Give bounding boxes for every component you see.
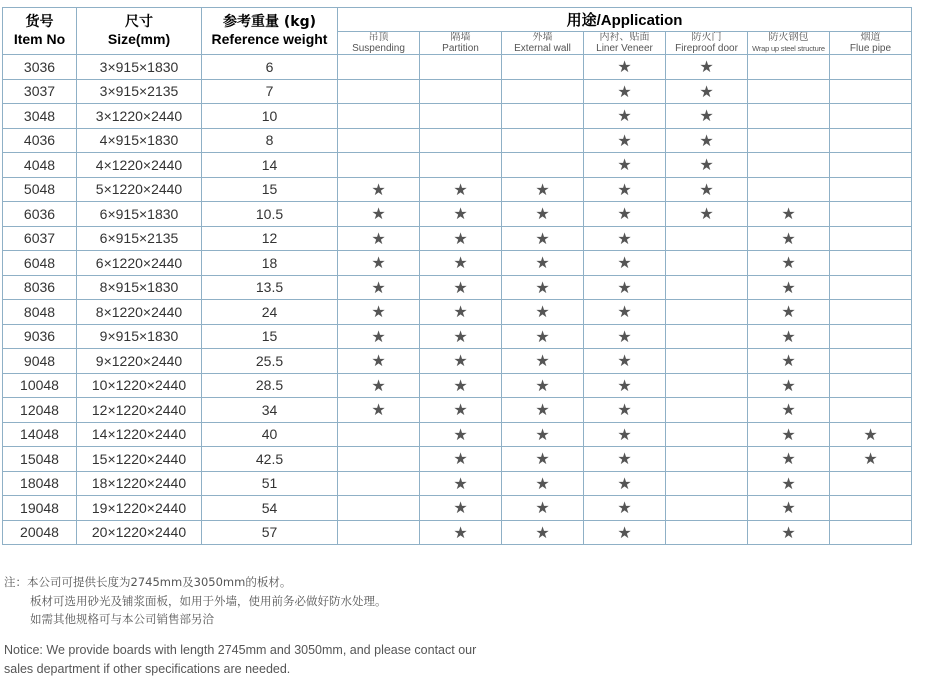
weight-cell: 28.5	[202, 373, 338, 398]
header-app-5	[748, 32, 830, 55]
star-icon-cell: ★	[420, 275, 502, 300]
star-icon-cell: ★	[830, 422, 912, 447]
star-icon-cell: ★	[748, 275, 830, 300]
table-row	[3, 251, 912, 276]
empty-cell	[338, 153, 420, 178]
header-size-cn: 尺寸	[125, 14, 153, 30]
star-icon-cell: ★	[502, 300, 584, 325]
empty-cell	[666, 398, 748, 423]
header-app-en: Partition	[442, 43, 479, 54]
item-no-cell: 20048	[3, 520, 77, 545]
empty-cell	[666, 324, 748, 349]
empty-cell	[666, 447, 748, 472]
item-no-cell: 18048	[3, 471, 77, 496]
size-cell: 9×915×1830	[77, 324, 202, 349]
header-app-4	[666, 32, 748, 55]
header-app-cn: 外墙	[532, 32, 553, 43]
header-item-no-en: Item No	[13, 31, 66, 47]
star-icon-cell: ★	[666, 153, 748, 178]
weight-cell: 51	[202, 471, 338, 496]
star-icon-cell: ★	[338, 398, 420, 423]
table-row	[3, 275, 912, 300]
star-icon-cell: ★	[666, 128, 748, 153]
weight-cell: 12	[202, 226, 338, 251]
table-row	[3, 300, 912, 325]
empty-cell	[420, 128, 502, 153]
star-icon-cell: ★	[502, 226, 584, 251]
star-icon-cell: ★	[338, 324, 420, 349]
empty-cell	[338, 520, 420, 545]
empty-cell	[830, 226, 912, 251]
star-icon-cell: ★	[338, 349, 420, 374]
weight-cell: 8	[202, 128, 338, 153]
empty-cell	[830, 153, 912, 178]
star-icon-cell: ★	[748, 251, 830, 276]
empty-cell	[830, 324, 912, 349]
weight-cell: 15	[202, 177, 338, 202]
empty-cell	[338, 55, 420, 80]
empty-cell	[666, 520, 748, 545]
star-icon-cell: ★	[420, 300, 502, 325]
weight-cell: 54	[202, 496, 338, 521]
star-icon-cell: ★	[420, 226, 502, 251]
size-cell: 12×1220×2440	[77, 398, 202, 423]
star-icon-cell: ★	[748, 373, 830, 398]
weight-cell: 24	[202, 300, 338, 325]
size-cell: 3×915×1830	[77, 55, 202, 80]
table-row	[3, 153, 912, 178]
empty-cell	[830, 251, 912, 276]
star-icon-cell: ★	[584, 373, 666, 398]
empty-cell	[666, 349, 748, 374]
table-row	[3, 373, 912, 398]
star-icon-cell: ★	[584, 471, 666, 496]
star-icon-cell: ★	[666, 104, 748, 129]
star-icon-cell: ★	[502, 177, 584, 202]
star-icon-cell: ★	[748, 422, 830, 447]
weight-cell: 15	[202, 324, 338, 349]
size-cell: 4×915×1830	[77, 128, 202, 153]
star-icon-cell: ★	[584, 177, 666, 202]
size-cell: 20×1220×2440	[77, 520, 202, 545]
empty-cell	[338, 471, 420, 496]
note-cn-line-1: 注：本公司可提供长度为2745mm及3050mm的板材。	[4, 575, 292, 589]
header-application: 用途/Application	[338, 8, 912, 32]
header-app-cn: 内衬、贴面	[599, 32, 650, 43]
size-cell: 6×915×2135	[77, 226, 202, 251]
star-icon-cell: ★	[420, 373, 502, 398]
star-icon-cell: ★	[338, 251, 420, 276]
size-cell: 4×1220×2440	[77, 153, 202, 178]
header-app-cn: 防火门	[691, 32, 722, 43]
empty-cell	[748, 128, 830, 153]
header-app-en: Fireproof door	[675, 43, 738, 54]
star-icon-cell: ★	[584, 496, 666, 521]
weight-cell: 14	[202, 153, 338, 178]
weight-cell: 10.5	[202, 202, 338, 227]
size-cell: 6×915×1830	[77, 202, 202, 227]
star-icon-cell: ★	[584, 324, 666, 349]
empty-cell	[502, 128, 584, 153]
weight-cell: 40	[202, 422, 338, 447]
star-icon-cell: ★	[420, 422, 502, 447]
note-en-line-1: Notice: We provide boards with length 2745mm and 3050mm, and please contact our	[4, 642, 477, 657]
empty-cell	[338, 104, 420, 129]
star-icon-cell: ★	[748, 300, 830, 325]
note-cn-line-2: 板材可选用砂光及铺浆面板，如用于外墙，使用前务必做好防水处理。	[30, 593, 387, 608]
star-icon-cell: ★	[584, 153, 666, 178]
empty-cell	[748, 104, 830, 129]
star-icon-cell: ★	[748, 447, 830, 472]
empty-cell	[338, 128, 420, 153]
star-icon-cell: ★	[502, 251, 584, 276]
size-cell: 3×1220×2440	[77, 104, 202, 129]
empty-cell	[420, 79, 502, 104]
star-icon-cell: ★	[502, 373, 584, 398]
star-icon-cell: ★	[584, 520, 666, 545]
empty-cell	[666, 300, 748, 325]
table-row	[3, 422, 912, 447]
star-icon-cell: ★	[748, 496, 830, 521]
weight-cell: 6	[202, 55, 338, 80]
star-icon-cell: ★	[338, 226, 420, 251]
note-en-line-2: sales department if other specifications are needed.	[4, 661, 291, 676]
star-icon-cell: ★	[502, 275, 584, 300]
header-app-1	[420, 32, 502, 55]
star-icon-cell: ★	[748, 520, 830, 545]
star-icon-cell: ★	[584, 300, 666, 325]
star-icon-cell: ★	[420, 349, 502, 374]
notes-section	[4, 573, 476, 679]
star-icon-cell: ★	[420, 324, 502, 349]
star-icon-cell: ★	[502, 471, 584, 496]
empty-cell	[830, 55, 912, 80]
table-row	[3, 398, 912, 423]
empty-cell	[830, 520, 912, 545]
empty-cell	[338, 79, 420, 104]
empty-cell	[830, 398, 912, 423]
item-no-cell: 3036	[3, 55, 77, 80]
star-icon-cell: ★	[584, 251, 666, 276]
star-icon-cell: ★	[748, 324, 830, 349]
header-weight	[202, 8, 338, 55]
star-icon-cell: ★	[584, 422, 666, 447]
star-icon-cell: ★	[420, 251, 502, 276]
header-app-0	[338, 32, 420, 55]
item-no-cell: 3037	[3, 79, 77, 104]
item-no-cell: 9036	[3, 324, 77, 349]
empty-cell	[338, 422, 420, 447]
empty-cell	[830, 349, 912, 374]
empty-cell	[666, 251, 748, 276]
header-app-en: Liner Veneer	[596, 43, 653, 54]
item-no-cell: 19048	[3, 496, 77, 521]
header-app-en: Suspending	[352, 43, 405, 54]
size-cell: 8×1220×2440	[77, 300, 202, 325]
empty-cell	[502, 55, 584, 80]
weight-cell: 42.5	[202, 447, 338, 472]
item-no-cell: 5048	[3, 177, 77, 202]
header-item-no	[3, 8, 77, 55]
weight-cell: 25.5	[202, 349, 338, 374]
empty-cell	[830, 79, 912, 104]
item-no-cell: 6037	[3, 226, 77, 251]
star-icon-cell: ★	[584, 128, 666, 153]
star-icon-cell: ★	[830, 447, 912, 472]
item-no-cell: 8036	[3, 275, 77, 300]
empty-cell	[420, 153, 502, 178]
star-icon-cell: ★	[748, 349, 830, 374]
empty-cell	[420, 55, 502, 80]
empty-cell	[420, 104, 502, 129]
table-row	[3, 128, 912, 153]
size-cell: 18×1220×2440	[77, 471, 202, 496]
table-row	[3, 104, 912, 129]
item-no-cell: 9048	[3, 349, 77, 374]
size-cell: 15×1220×2440	[77, 447, 202, 472]
item-no-cell: 12048	[3, 398, 77, 423]
item-no-cell: 10048	[3, 373, 77, 398]
header-weight-cn: 参考重量 (kg)	[222, 14, 316, 30]
item-no-cell: 3048	[3, 104, 77, 129]
weight-cell: 34	[202, 398, 338, 423]
star-icon-cell: ★	[748, 202, 830, 227]
table-row	[3, 79, 912, 104]
empty-cell	[666, 373, 748, 398]
star-icon-cell: ★	[502, 398, 584, 423]
table-row	[3, 177, 912, 202]
star-icon-cell: ★	[338, 275, 420, 300]
weight-cell: 10	[202, 104, 338, 129]
header-app-cn: 烟道	[860, 32, 881, 43]
star-icon-cell: ★	[666, 177, 748, 202]
star-icon-cell: ★	[584, 79, 666, 104]
star-icon-cell: ★	[584, 104, 666, 129]
item-no-cell: 15048	[3, 447, 77, 472]
item-no-cell: 14048	[3, 422, 77, 447]
empty-cell	[748, 55, 830, 80]
star-icon-cell: ★	[502, 324, 584, 349]
spec-table-body	[3, 55, 912, 545]
empty-cell	[830, 471, 912, 496]
size-cell: 19×1220×2440	[77, 496, 202, 521]
size-cell: 14×1220×2440	[77, 422, 202, 447]
item-no-cell: 6036	[3, 202, 77, 227]
star-icon-cell: ★	[420, 177, 502, 202]
empty-cell	[830, 373, 912, 398]
size-cell: 10×1220×2440	[77, 373, 202, 398]
star-icon-cell: ★	[584, 226, 666, 251]
table-row	[3, 520, 912, 545]
header-app-2	[502, 32, 584, 55]
header-app-cn: 防火钢包	[768, 32, 809, 43]
empty-cell	[748, 79, 830, 104]
header-app-cn: 吊顶	[368, 32, 389, 43]
star-icon-cell: ★	[502, 422, 584, 447]
star-icon-cell: ★	[584, 447, 666, 472]
weight-cell: 13.5	[202, 275, 338, 300]
empty-cell	[502, 104, 584, 129]
star-icon-cell: ★	[502, 349, 584, 374]
size-cell: 6×1220×2440	[77, 251, 202, 276]
empty-cell	[830, 275, 912, 300]
header-app-6	[830, 32, 912, 55]
header-size	[77, 8, 202, 55]
star-icon-cell: ★	[338, 373, 420, 398]
empty-cell	[830, 104, 912, 129]
header-app-en: External wall	[514, 43, 571, 54]
star-icon-cell: ★	[338, 202, 420, 227]
star-icon-cell: ★	[338, 300, 420, 325]
note-en	[4, 641, 476, 679]
empty-cell	[666, 496, 748, 521]
size-cell: 5×1220×2440	[77, 177, 202, 202]
star-icon-cell: ★	[420, 447, 502, 472]
weight-cell: 57	[202, 520, 338, 545]
empty-cell	[666, 422, 748, 447]
note-cn-line-3: 如需其他规格可与本公司销售部另洽	[30, 612, 214, 626]
empty-cell	[830, 177, 912, 202]
empty-cell	[666, 275, 748, 300]
star-icon-cell: ★	[502, 496, 584, 521]
empty-cell	[666, 471, 748, 496]
table-row	[3, 349, 912, 374]
empty-cell	[748, 153, 830, 178]
star-icon-cell: ★	[666, 55, 748, 80]
table-row	[3, 55, 912, 80]
star-icon-cell: ★	[584, 55, 666, 80]
table-row	[3, 496, 912, 521]
item-no-cell: 4036	[3, 128, 77, 153]
table-row	[3, 324, 912, 349]
empty-cell	[666, 226, 748, 251]
header-item-no-cn: 货号	[25, 14, 54, 30]
header-size-en: Size(mm)	[107, 31, 171, 47]
star-icon-cell: ★	[666, 79, 748, 104]
weight-cell: 7	[202, 79, 338, 104]
star-icon-cell: ★	[420, 471, 502, 496]
table-row	[3, 226, 912, 251]
star-icon-cell: ★	[666, 202, 748, 227]
item-no-cell: 6048	[3, 251, 77, 276]
weight-cell: 18	[202, 251, 338, 276]
header-app-en: Wrap up steel structure	[752, 44, 825, 53]
table-row	[3, 471, 912, 496]
header-app-3	[584, 32, 666, 55]
star-icon-cell: ★	[748, 398, 830, 423]
item-no-cell: 4048	[3, 153, 77, 178]
star-icon-cell: ★	[748, 226, 830, 251]
star-icon-cell: ★	[502, 447, 584, 472]
star-icon-cell: ★	[584, 349, 666, 374]
star-icon-cell: ★	[420, 520, 502, 545]
spec-table	[2, 7, 912, 545]
table-row	[3, 202, 912, 227]
empty-cell	[338, 447, 420, 472]
empty-cell	[338, 496, 420, 521]
star-icon-cell: ★	[584, 398, 666, 423]
size-cell: 3×915×2135	[77, 79, 202, 104]
empty-cell	[830, 128, 912, 153]
empty-cell	[830, 300, 912, 325]
header-app-cn: 隔墙	[450, 32, 471, 43]
star-icon-cell: ★	[584, 202, 666, 227]
item-no-cell: 8048	[3, 300, 77, 325]
star-icon-cell: ★	[420, 496, 502, 521]
star-icon-cell: ★	[584, 275, 666, 300]
size-cell: 9×1220×2440	[77, 349, 202, 374]
empty-cell	[502, 79, 584, 104]
star-icon-cell: ★	[420, 398, 502, 423]
empty-cell	[502, 153, 584, 178]
header-app-en: Flue pipe	[849, 43, 892, 54]
star-icon-cell: ★	[748, 471, 830, 496]
header-weight-en: Reference weight	[211, 31, 328, 47]
table-row	[3, 447, 912, 472]
star-icon-cell: ★	[502, 520, 584, 545]
empty-cell	[748, 177, 830, 202]
star-icon-cell: ★	[502, 202, 584, 227]
size-cell: 8×915×1830	[77, 275, 202, 300]
empty-cell	[830, 496, 912, 521]
star-icon-cell: ★	[420, 202, 502, 227]
star-icon-cell: ★	[338, 177, 420, 202]
empty-cell	[830, 202, 912, 227]
